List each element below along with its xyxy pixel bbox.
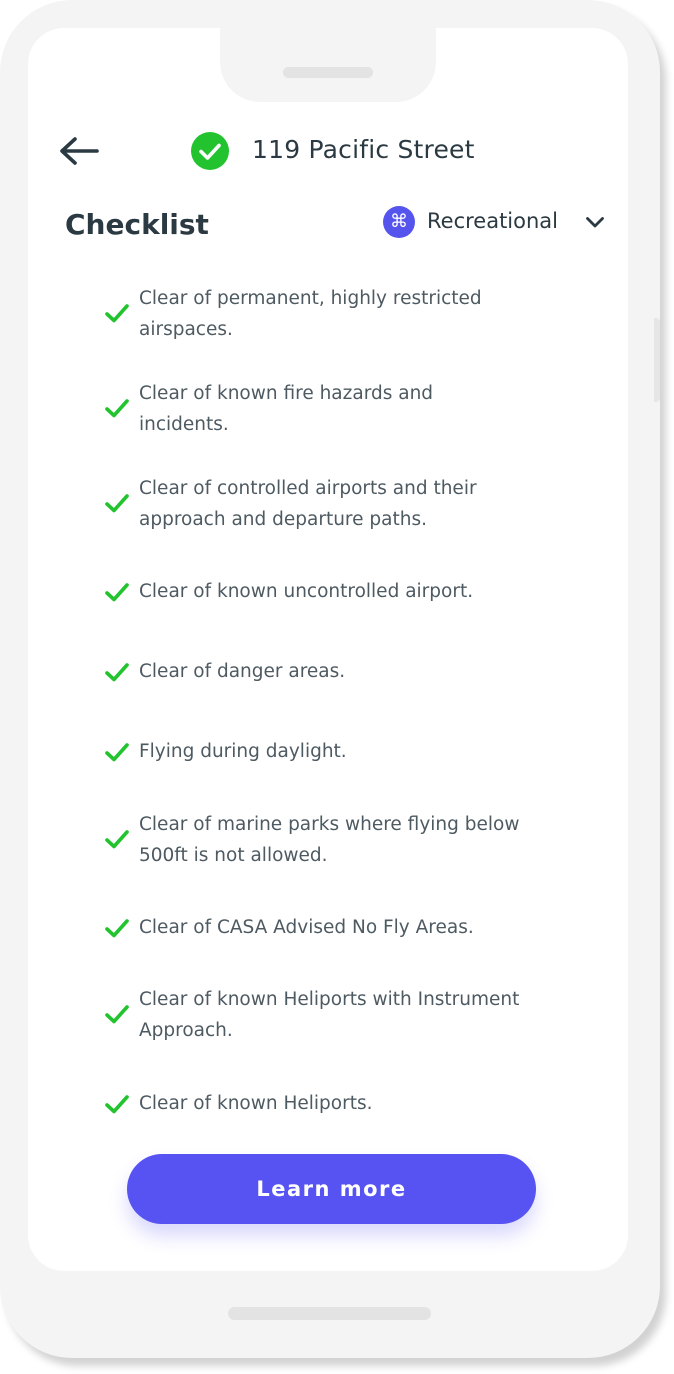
flight-mode-label: Recreational [427, 209, 559, 233]
page-title: Checklist [65, 208, 209, 241]
checkmark-icon [104, 1003, 130, 1025]
checklist-item [104, 283, 564, 345]
checklist-item-text [139, 809, 564, 871]
checkmark-icon [104, 492, 130, 514]
checkmark-icon [104, 828, 130, 850]
checklist-item-line: Clear of known fire hazards and [139, 383, 434, 404]
command-icon: ⌘ [383, 206, 415, 238]
checklist-item [104, 984, 564, 1046]
checklist-item [104, 378, 564, 440]
checkmark-icon [104, 917, 130, 939]
checklist-item-line: Clear of marine parks where flying below [139, 814, 520, 835]
checklist-item [104, 656, 564, 687]
checklist-item-text [139, 984, 564, 1046]
checklist-item-line: Approach. [139, 1020, 233, 1041]
checkmark-icon [104, 1093, 130, 1115]
checkmark-icon [104, 741, 130, 763]
checklist-item-text [139, 576, 564, 607]
checklist-item-line: Clear of known Heliports. [139, 1093, 373, 1114]
checklist-item-line: Clear of known uncontrolled airport. [139, 581, 474, 602]
checklist-item [104, 473, 564, 535]
checklist-item-text [139, 473, 564, 535]
checklist-item-line: Clear of controlled airports and their [139, 478, 477, 499]
flight-mode-select[interactable] [383, 204, 611, 240]
checklist-item-text [139, 378, 564, 440]
checklist-item-line: 500ft is not allowed. [139, 845, 328, 866]
checkmark-icon [104, 397, 130, 419]
checkmark-icon [104, 302, 130, 324]
check-circle-icon [190, 131, 230, 171]
learn-more-button[interactable]: Learn more [127, 1154, 536, 1224]
checklist-item-text [139, 1088, 564, 1119]
checkmark-icon [104, 661, 130, 683]
checklist-item-line: Clear of permanent, highly restricted [139, 288, 482, 309]
location-address: 119 Pacific Street [252, 135, 475, 164]
checklist-item-text [139, 656, 564, 687]
checklist-item-text [139, 736, 564, 767]
checklist-item [104, 1088, 564, 1119]
notch [220, 28, 436, 102]
checklist-item-line: Flying during daylight. [139, 741, 347, 762]
checklist-item-text [139, 912, 564, 943]
checklist-item [104, 736, 564, 767]
arrow-left-icon [58, 134, 100, 168]
speaker-grille [283, 67, 373, 78]
side-button [654, 318, 660, 402]
checklist-item-line: Clear of known Heliports with Instrument [139, 989, 520, 1010]
back-button[interactable] [58, 134, 100, 168]
checklist-item-line: approach and departure paths. [139, 509, 427, 530]
chevron-down-icon [583, 210, 607, 234]
checklist-item [104, 912, 564, 943]
checklist-item-line: airspaces. [139, 319, 233, 340]
checklist-item-text [139, 283, 564, 345]
home-indicator [228, 1307, 431, 1320]
checklist-item-line: Clear of CASA Advised No Fly Areas. [139, 917, 474, 938]
checklist-item-line: incidents. [139, 414, 229, 435]
checklist-item [104, 809, 564, 871]
checklist-item-line: Clear of danger areas. [139, 661, 346, 682]
checklist-item [104, 576, 564, 607]
checkmark-icon [104, 581, 130, 603]
